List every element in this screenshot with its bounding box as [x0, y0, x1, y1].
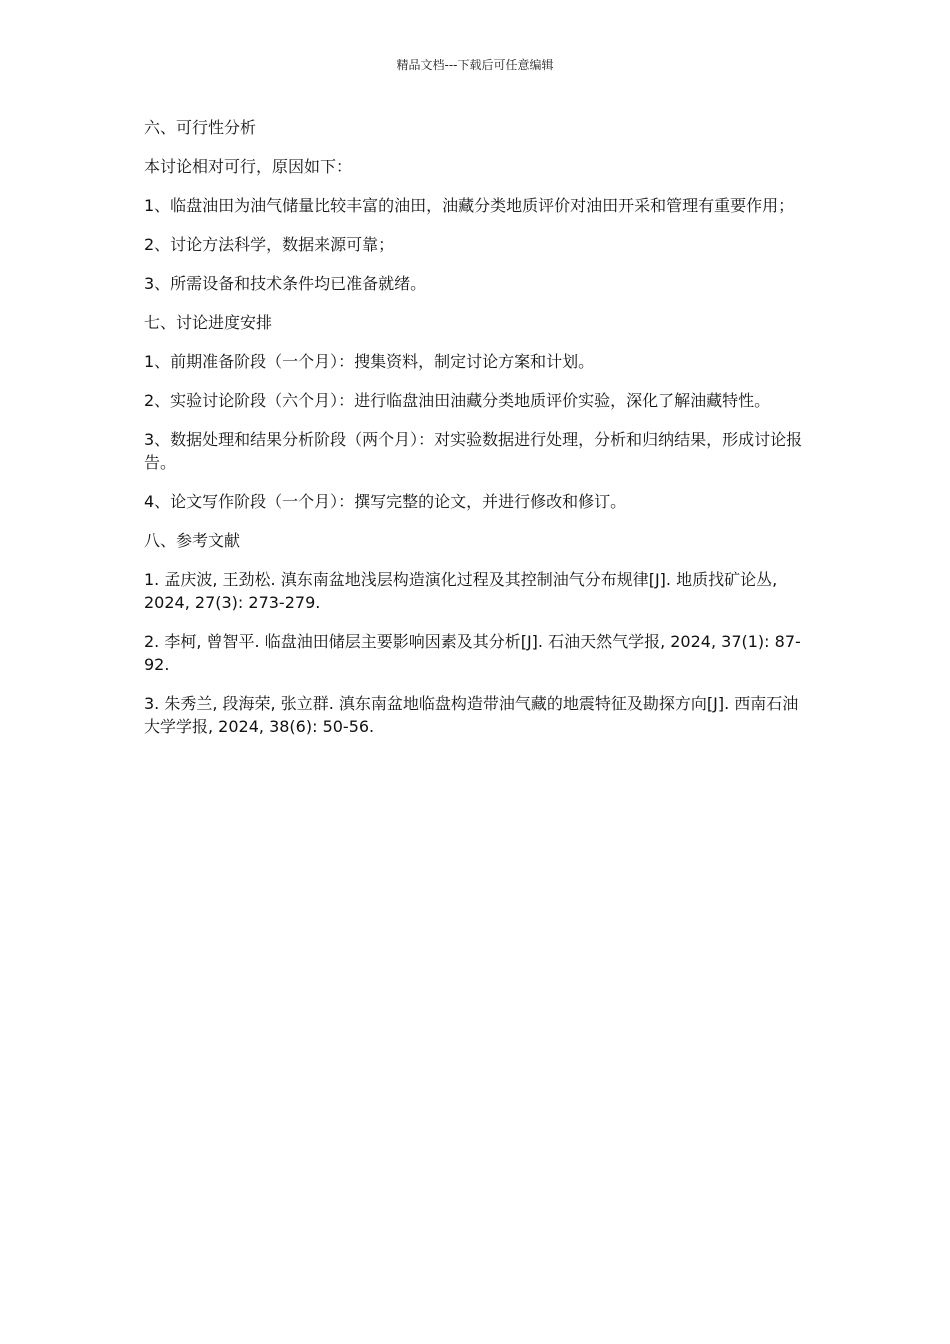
feasibility-item: 3、所需设备和技术条件均已准备就绪。: [144, 274, 427, 293]
schedule-item: 4、论文写作阶段（一个月）：撰写完整的论文，并进行修改和修订。: [144, 492, 627, 511]
schedule-item: 3、数据处理和结果分析阶段（两个月）：对实验数据进行处理，分析和归纳结果，形成讨论报告。: [144, 430, 803, 472]
schedule-item: 1、前期准备阶段（一个月）：搜集资料，制定讨论方案和计划。: [144, 352, 595, 371]
reference-item: 1. 孟庆波, 王劲松. 滇东南盆地浅层构造演化过程及其控制油气分布规律[J]. 地质找矿论丛, 2024, 27(3): 273-279.: [144, 570, 778, 612]
schedule-item: 2、实验讨论阶段（六个月）：进行临盘油田油藏分类地质评价实验，深化了解油藏特性。: [144, 391, 771, 410]
page-header: 精品文档---下载后可任意编辑: [396, 58, 554, 72]
reference-item: 2. 李柯, 曾智平. 临盘油田储层主要影响因素及其分析[J]. 石油天然气学报, 2024, 37(1): 87-92.: [144, 632, 801, 674]
section-heading-schedule: 七、讨论进度安排: [144, 313, 273, 332]
feasibility-intro: 本讨论相对可行，原因如下：: [144, 157, 353, 176]
document-body: [144, 116, 808, 754]
feasibility-item: 1、临盘油田为油气储量比较丰富的油田，油藏分类地质评价对油田开采和管理有重要作用；: [144, 196, 795, 215]
section-heading-feasibility: 六、可行性分析: [144, 118, 257, 137]
reference-item: 3. 朱秀兰, 段海荣, 张立群. 滇东南盆地临盘构造带油气藏的地震特征及勘探方向[J]. 西南石油大学学报, 2024, 38(6): 50-56.: [144, 694, 799, 736]
section-heading-references: 八、参考文献: [144, 531, 241, 550]
feasibility-item: 2、讨论方法科学，数据来源可靠；: [144, 235, 395, 254]
